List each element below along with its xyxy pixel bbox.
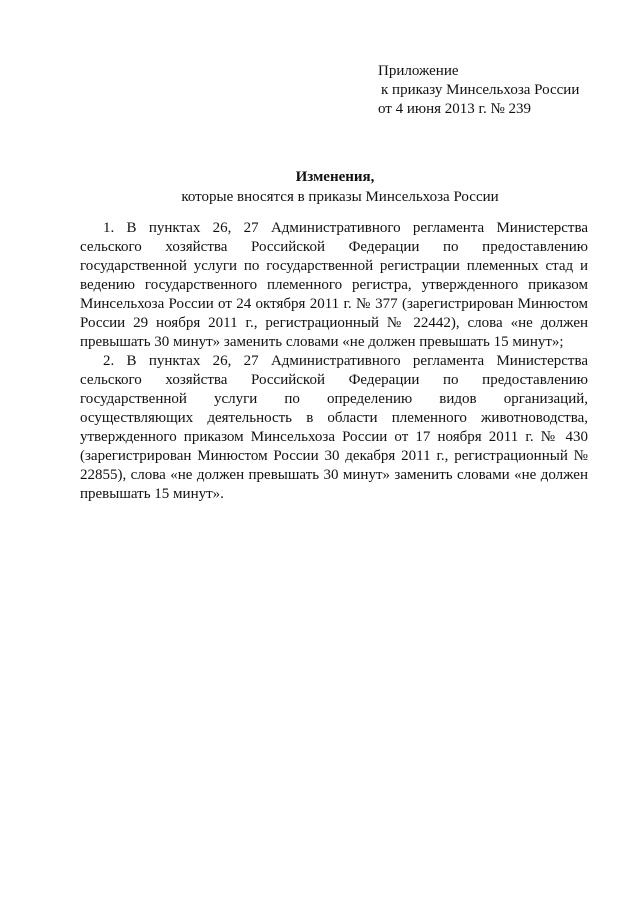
document-subtitle: которые вносятся в приказы Минсельхоза России	[181, 189, 499, 205]
paragraph-2: 2. В пунктах 26, 27 Административного регламента Министерства сельского хозяйства Российской Федерации по предоставлению государственной услуги по определению видов организаций, осуществляющих деятельность в области племенного животноводства, утвержденного приказом Минсельхоза России от 17 ноября 2011 г. № 430 (зарегистрирован Минюстом России 30 декабря 2011 г., регистрационный № 22855), слова «не должен превышать 30 минут» заменить словами «не должен превышать 15 минут».	[80, 353, 588, 502]
document-body	[80, 219, 588, 504]
paragraph-1: 1. В пунктах 26, 27 Административного регламента Министерства сельского хозяйства Российской Федерации по предоставлению государственной услуги по государственной регистрации племенных стад и ведению государственного племенного регистра, утвержденного приказом Минсельхоза России от 24 октября 2011 г. № 377 (зарегистрирован Минюстом России 29 ноября 2011 г., регистрационный № 22442), слова «не должен превышать 30 минут» заменить словами «не должен превышать 15 минут»;	[80, 220, 588, 350]
appendix-reference	[378, 62, 628, 119]
appendix-order-reference: к приказу Минсельхоза России	[381, 82, 580, 98]
document-heading	[80, 167, 590, 207]
appendix-order-date: от 4 июня 2013 г. № 239	[378, 101, 532, 117]
appendix-label: Приложение	[378, 63, 459, 79]
document-title: Изменения,	[295, 169, 375, 185]
